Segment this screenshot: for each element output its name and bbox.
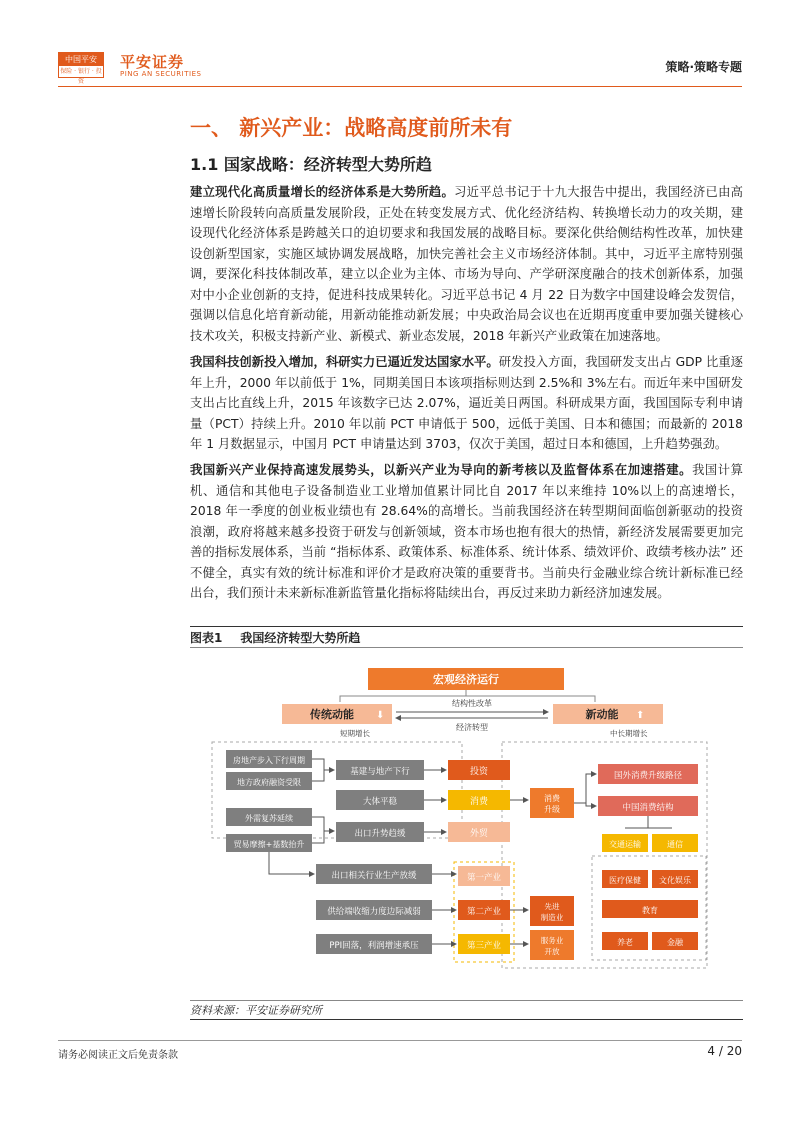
subsection-title: 1.1 国家战略：经济转型大势所趋 — [190, 155, 432, 174]
paragraph-1 — [190, 182, 743, 346]
demand-label: 消费 — [469, 797, 489, 807]
connector — [340, 690, 466, 702]
effect-label: 出口升势趋缓 — [354, 829, 406, 839]
connector — [586, 803, 596, 806]
industry-factor-label: 供给端收缩力度边际减弱 — [327, 907, 421, 917]
consumption-item-label: 教育 — [642, 906, 658, 915]
long-term-label: 中长期增长 — [610, 729, 648, 738]
connector — [574, 774, 596, 803]
cause-label: 外需复苏延续 — [245, 814, 293, 823]
figure-label: 图表1 — [190, 631, 223, 645]
upgrade-line2: 制造业 — [540, 913, 564, 922]
figure-title: 我国经济转型大势所趋 — [240, 631, 361, 645]
paragraph-lead: 建立现代化高质量增长的经济体系是大势所趋。 — [190, 185, 455, 199]
consumption-upgrade-line1: 消费 — [544, 794, 560, 803]
consumption-item-label: 通信 — [667, 840, 683, 849]
industry-label: 第一产业 — [466, 873, 502, 883]
footer-divider — [58, 1040, 742, 1041]
diagram-svg — [190, 656, 743, 996]
cause-label: 地方政府融资受限 — [237, 778, 301, 787]
brand-name: 平安证券 — [120, 53, 185, 71]
industry-factor-label: PPI回落，利润增速承压 — [329, 941, 419, 951]
macro-label: 宏观经济运行 — [433, 673, 499, 686]
paragraph-body: 我国计算机、通信和其他电子设备制造业工业增加值累计同比自 2017 年以来维持 10%以上的高速增长，2018 年一季度的创业板业绩也有 28.64%的高增长。当前我国经济在转型期间面临创新驱动的投资浪潮，政府将越来越多投资于研发与创新领域，资本市场也抱有很大的热情，新经济发展需要更加完善的指标发展体系，当前 “指标体系、政策体系、标准体系、统计体系、绩效评价、政绩考核办法” 还不健全，真实有效的统计标准和评价才是政府决策的重要背书。当前央行金融业综合统计新标准已经出台，我们预计未来新标准新监管量化指标将陆续出台，再反过来助力新经济加速发展。 — [190, 463, 743, 600]
page-number: 4 / 20 — [707, 1044, 742, 1058]
paragraph-lead: 我国科技创新投入增加，科研实力已逼近发达国家水平。 — [190, 355, 499, 369]
economy-transition-diagram — [190, 656, 743, 996]
connector — [312, 770, 324, 781]
page-header — [58, 50, 742, 85]
consumption-item-label: 养老 — [617, 938, 633, 947]
effect-label: 基建与地产下行 — [350, 767, 410, 777]
effect-label: 大体平稳 — [362, 797, 398, 807]
header-divider — [58, 86, 742, 87]
china-structure-label: 中国消费结构 — [622, 803, 674, 813]
logo-top-text: 中国平安 — [59, 53, 103, 66]
up-arrow-icon: ⬆ — [636, 710, 645, 721]
section-title: 一、 新兴产业：战略高度前所未有 — [190, 116, 513, 140]
consumption-item-label: 医疗保健 — [609, 876, 641, 885]
foreign-path-label: 国外消费升级路径 — [613, 771, 683, 781]
economic-transition-label: 经济转型 — [456, 723, 488, 732]
consumption-item-label: 交通运输 — [609, 840, 641, 849]
paragraph-3 — [190, 460, 743, 604]
report-category: 策略·策略专题 — [665, 60, 742, 74]
figure-source: 资料来源：平安证券研究所 — [190, 1000, 743, 1020]
traditional-momentum-label: 传统动能 — [310, 708, 354, 721]
connector — [312, 759, 334, 770]
industry-factor-label: 出口相关行业生产放缓 — [331, 871, 417, 881]
pingan-logo — [58, 52, 104, 85]
consumption-item-label: 金融 — [667, 938, 683, 947]
paragraph-2 — [190, 352, 743, 455]
cause-label: 房地产步入下行周期 — [233, 756, 305, 765]
footer-disclaimer: 请务必阅读正文后免责条款 — [58, 1050, 178, 1061]
connector — [312, 817, 334, 831]
connector — [269, 852, 314, 874]
logo-bottom-text: 保险 · 银行 · 投资 — [60, 68, 102, 85]
demand-label: 外贸 — [469, 829, 489, 839]
consumption-item-label: 文化娱乐 — [659, 876, 691, 885]
paragraph-body: 习近平总书记于十九大报告中提出，我国经济已由高速增长阶段转向高质量发展阶段，正处在转变发展方式、优化经济结构、转换增长动力的攻关期，建设现代化经济体系是跨越关口的迫切要求和我国发展的战略目标。要深化供给侧结构性改革，加快建设创新型国家，实施区域协调发展战略，加快完善社会主义市场经济体制。其中，习近平主席特别强调，要深化科技体制改革，建立以企业为主体、市场为导向、产学研深度融合的技术创新体系，加强对中小企业创新的支持，促进科技成果转化。习近平总书记 4 月 22 日为数字中国建设峰会发贺信，强调以信息化培育新动能，用新动能推动新发展；中央政治局会议也在近期再度重申要加强关键核心技术攻关，积极支持新产业、新模式、新业态发展，2018 年新兴产业政策在加速落地。 — [190, 185, 743, 343]
consumption-upgrade-line2: 升级 — [544, 805, 560, 814]
industry-label: 第二产业 — [466, 907, 502, 917]
cause-label: 贸易摩擦+基数抬升 — [233, 840, 305, 849]
upgrade-line1: 先进 — [544, 902, 560, 911]
short-term-label: 短期增长 — [340, 729, 370, 738]
demand-label: 投资 — [469, 767, 489, 777]
structural-reform-label: 结构性改革 — [452, 699, 492, 708]
brand-name-en: PING AN SECURITIES — [120, 70, 202, 78]
paragraph-lead: 我国新兴产业保持高速发展势头，以新兴产业为导向的新考核以及监督体系在加速搭建。 — [190, 463, 693, 477]
connector — [312, 831, 324, 843]
new-momentum-label: 新动能 — [585, 708, 619, 721]
upgrade-line1: 服务业 — [540, 936, 564, 945]
figure-title-bar — [190, 626, 743, 648]
upgrade-line2: 开放 — [544, 947, 560, 956]
down-arrow-icon: ⬇ — [376, 710, 385, 721]
industry-label: 第三产业 — [466, 941, 502, 951]
paragraph-body: 研发投入方面，我国研发支出占 GDP 比重逐年上升，2000 年以前低于 1%，同期美国日本该项指标则达到 2.5%和 3%左右。而近年来中国研发支出占比直线上升，2015 年该数字已达 2.07%，逼近美日两国。科研成果方面，我国国际专利申请量（PCT）持续上升。2010 年以前 PCT 申请低于 500，远低于美国、日本和德国；而最新的 2018 年 1 月数据显示，中国月 PCT 申请量达到 3703，仅次于美国，超过日本和德国，上升趋势强劲。 — [190, 355, 743, 451]
